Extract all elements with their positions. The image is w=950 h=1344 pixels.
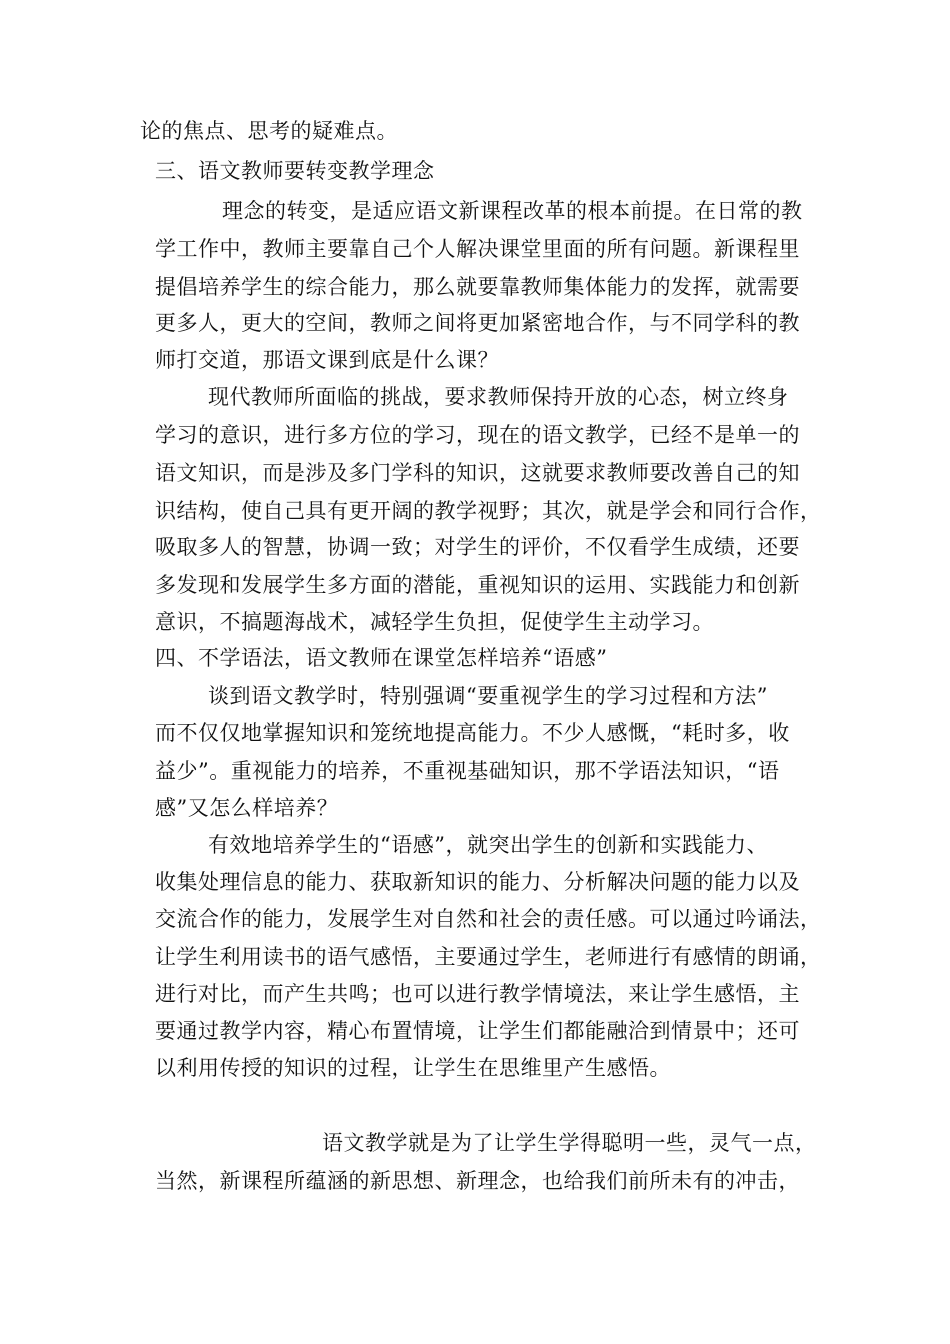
text-line: 提倡培养学生的综合能力，那么就要靠教师集体能力的发挥，就需要: [155, 275, 800, 299]
text-line: 感”又怎么样培养？: [155, 796, 339, 820]
text-line: 理念的转变，是适应语文新课程改革的根本前提。在日常的教: [222, 199, 803, 223]
text-line: 多发现和发展学生多方面的潜能，重视知识的运用、实践能力和创新: [155, 573, 800, 597]
text-line: 而不仅仅地掌握知识和笼统地提高能力。不少人感慨，“耗时多，收: [155, 721, 790, 745]
text-line: 有效地培养学生的“语感”，就突出学生的创新和实践能力、: [208, 833, 768, 857]
text-line: 语文知识，而是涉及多门学科的知识，这就要求教师要改善自己的知: [155, 461, 800, 485]
text-line: 益少”。重视能力的培养，不重视基础知识，那不学语法知识，“语: [155, 759, 780, 783]
text-line: 更多人，更大的空间，教师之间将更加紧密地合作，与不同学科的教: [155, 311, 800, 335]
text-line: 学工作中，教师主要靠自己个人解决课堂里面的所有问题。新课程里: [155, 237, 800, 261]
text-line: 当然，新课程所蕴涵的新思想、新理念，也给我们前所未有的冲击，: [155, 1169, 800, 1193]
text-line: 进行对比，而产生共鸣；也可以进行教学情境法，来让学生感悟，主: [155, 982, 800, 1006]
text-line: 师打交道，那语文课到底是什么课？: [155, 348, 499, 372]
text-line: 吸取多人的智慧，协调一致；对学生的评价，不仅看学生成绩，还要: [155, 535, 800, 559]
text-line: 要通过教学内容，精心布置情境，让学生们都能融洽到情景中；还可: [155, 1019, 800, 1043]
text-line: 现代教师所面临的挑战，要求教师保持开放的心态，树立终身: [208, 385, 789, 409]
text-line: 交流合作的能力，发展学生对自然和社会的责任感。可以通过吟诵法，: [155, 907, 822, 931]
section-heading: 四、不学语法，语文教师在课堂怎样培养“语感”: [155, 646, 608, 670]
text-line: 论的焦点、思考的疑难点。: [140, 119, 398, 143]
text-line: 语文教学就是为了让学生学得聪明一些，灵气一点，: [322, 1131, 817, 1155]
section-heading: 三、语文教师要转变教学理念: [155, 159, 435, 183]
text-line: 以利用传授的知识的过程，让学生在思维里产生感悟。: [155, 1056, 671, 1080]
text-line: 意识，不搞题海战术，减轻学生负担，促使学生主动学习。: [155, 610, 714, 634]
text-line: 收集处理信息的能力、获取新知识的能力、分析解决问题的能力以及: [155, 870, 800, 894]
text-line: 学习的意识，进行多方位的学习，现在的语文教学，已经不是单一的: [155, 423, 800, 447]
text-line: 谈到语文教学时，特别强调“要重视学生的学习过程和方法”: [208, 684, 768, 708]
text-line: 让学生利用读书的语气感悟，主要通过学生，老师进行有感情的朗诵，: [155, 945, 822, 969]
text-line: 识结构，使自己具有更开阔的教学视野；其次，就是学会和同行合作，: [155, 499, 822, 523]
